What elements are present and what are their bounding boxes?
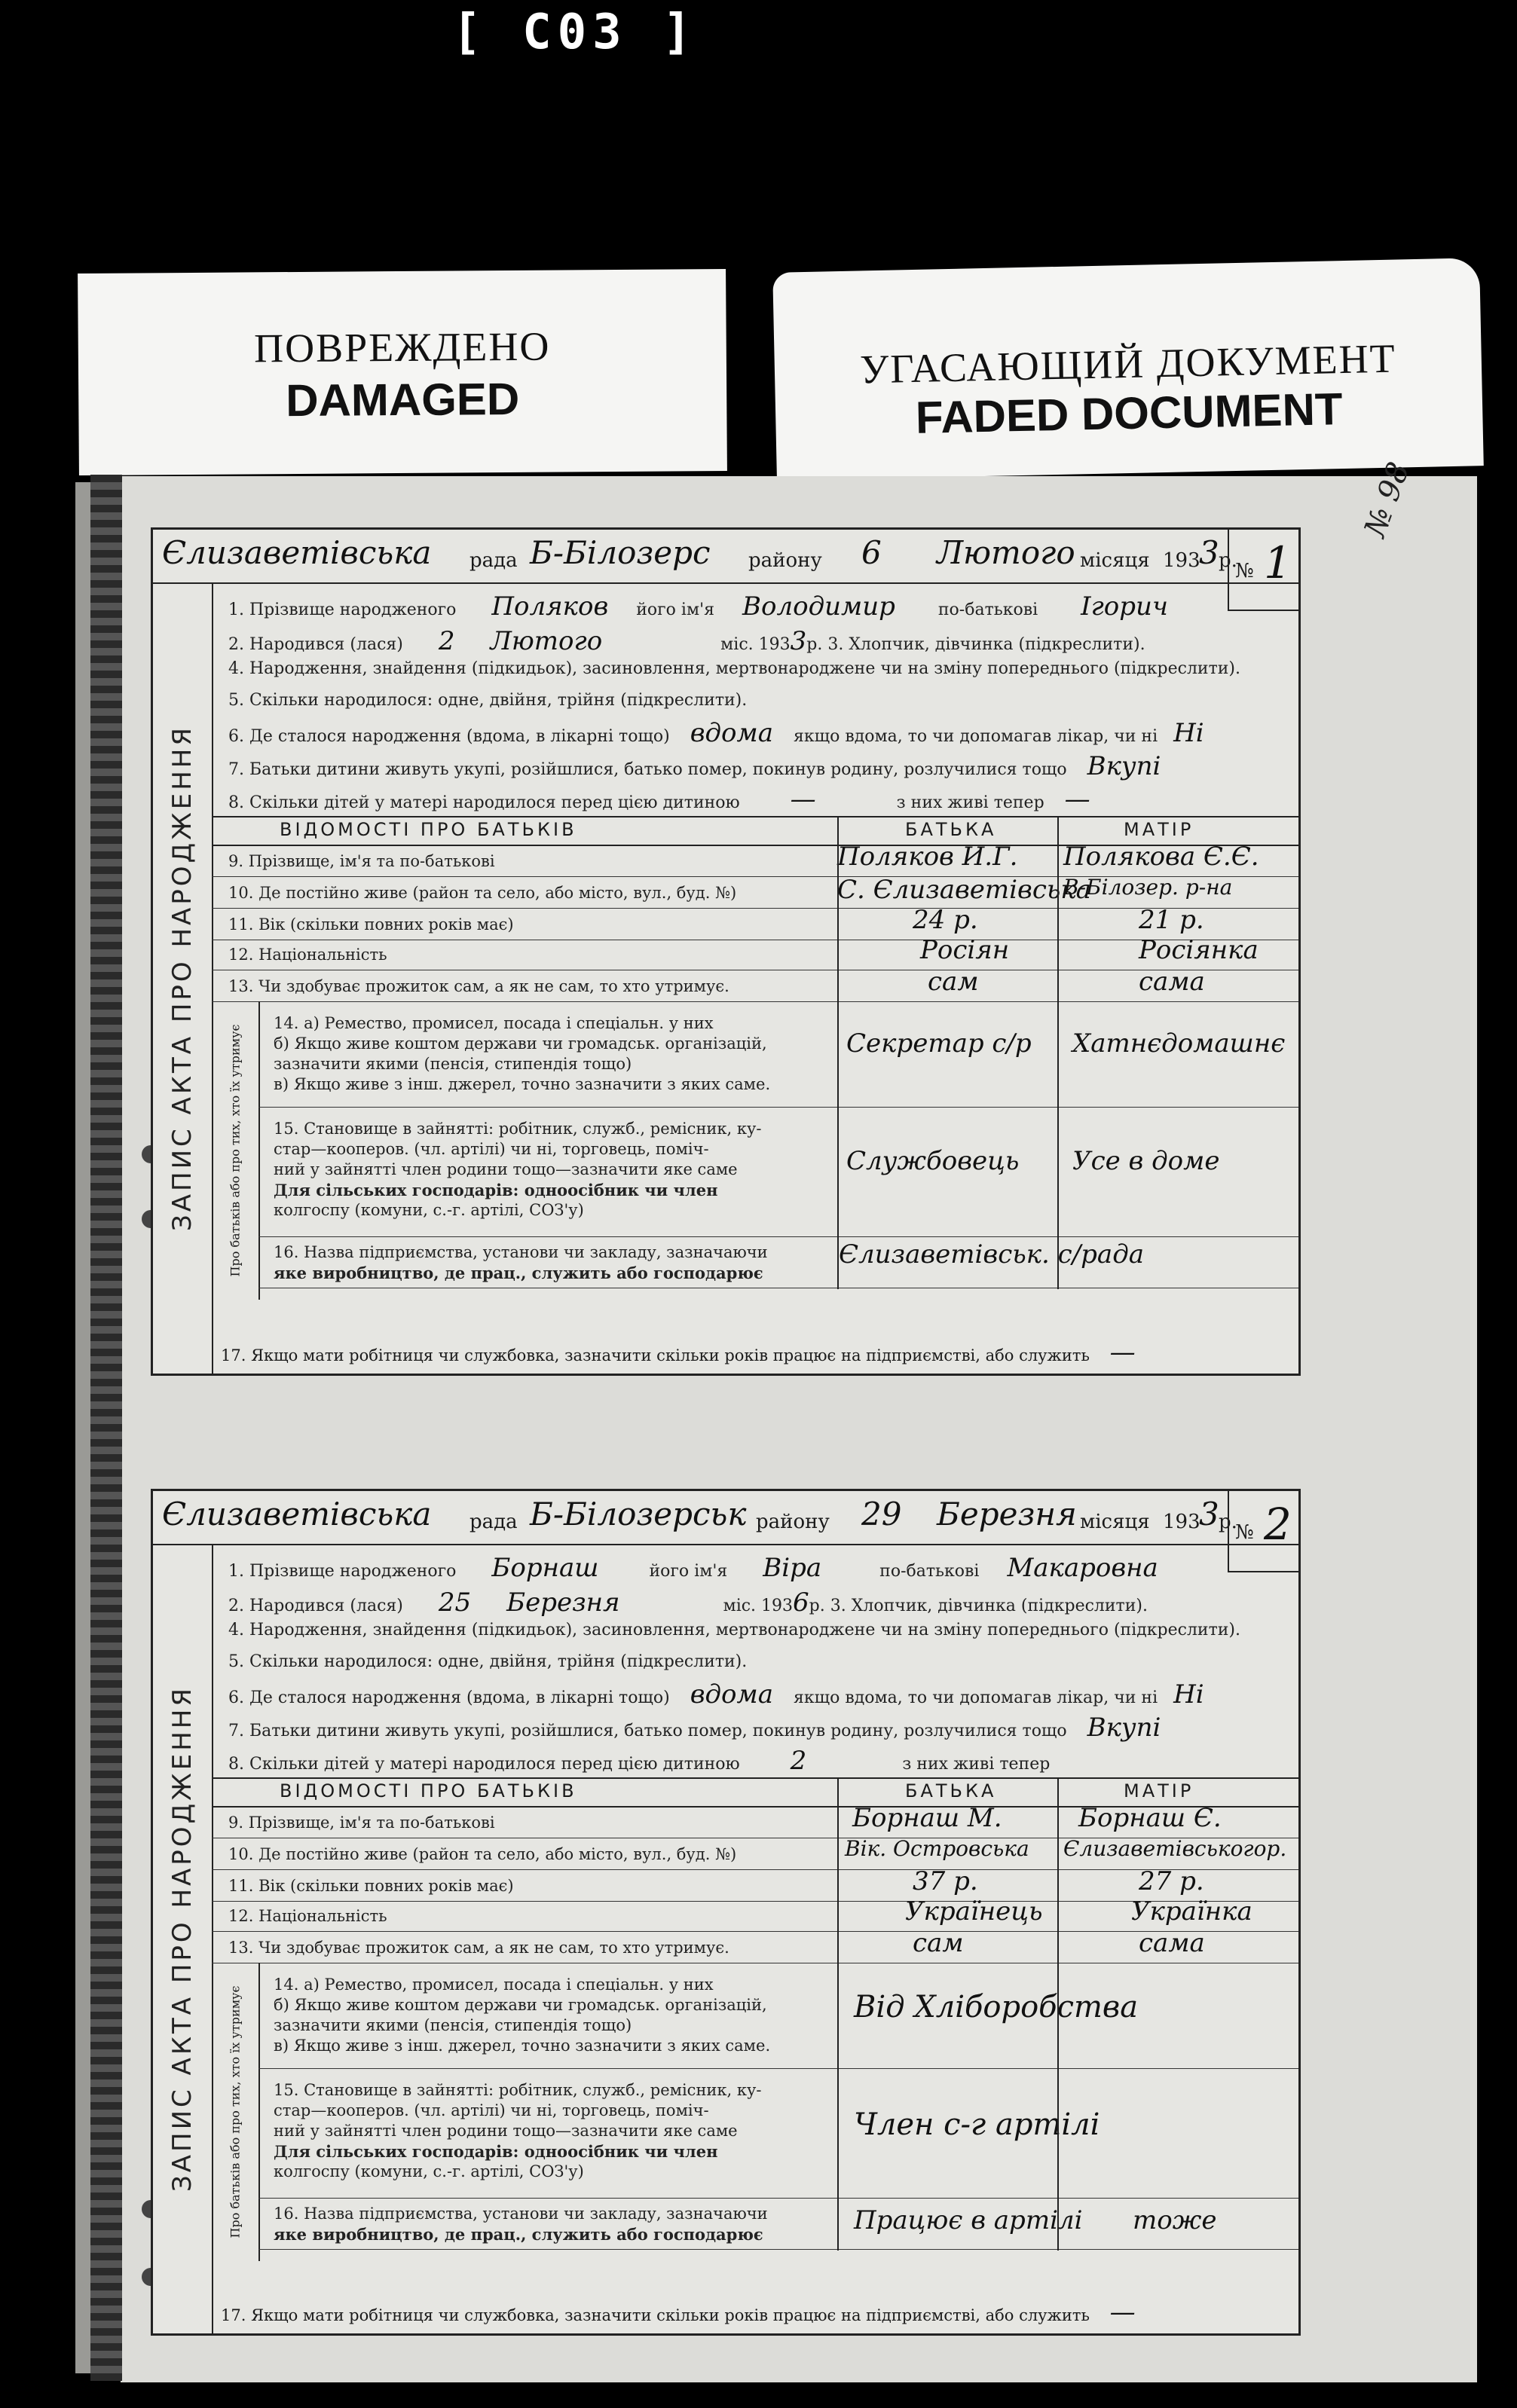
father-column-divider xyxy=(837,845,839,1289)
children-before: — xyxy=(790,784,816,814)
rada-value: Єлизаветівська xyxy=(162,534,432,571)
q16-label: 16. Назва підприємства, установи чи закладу, зазначаючи яке виробництво, де прац., служить або господарює xyxy=(274,1243,768,1282)
col-mother: МАТІР xyxy=(1124,819,1194,840)
record-number: 1 xyxy=(1264,537,1292,588)
rayon-label: району xyxy=(756,1511,830,1533)
side-title: ЗАПИС АКТА ПРО НАРОДЖЕННЯ xyxy=(167,725,197,1231)
q9-label: 9. Прізвище, ім'я та по-батькові xyxy=(228,852,495,870)
q1-patronymic-label: по-батькові xyxy=(937,600,1038,619)
birth-place: вдома xyxy=(690,718,773,748)
q15-label: 15. Становище в зайнятті: робітник, служб., ремісник, ку- стар—кооперов. (чл. артілі) чи ні, торговець, поміч- ний у зайнятті член родини тощо—зазначити яке саме Для сільських господарів: одноосібник чи член колгоспу (комуни, с.-г. артілі, СОЗ'у) xyxy=(274,2081,762,2180)
rayon-value: Б-Білозерс xyxy=(530,534,711,571)
q4-line: 4. Народження, знайдення (підкидьок), засиновлення, мертвонароджене чи на зміну попереднього (підкреслити). xyxy=(228,659,1240,678)
row-q9 xyxy=(212,1803,1298,1838)
row-q10 xyxy=(212,876,1298,909)
row-q11 xyxy=(212,905,1298,940)
q14-label: 14. а) Ремество, промисел, посада і спеціальн. у них б) Якщо живе коштом держави чи громадськ. організацій, зазначити якими (пенсія, стипендія тощо) в) Якщо живе з інш. джерел, точно зазначити з яких саме. xyxy=(274,1014,771,1093)
child-name: Володимир xyxy=(742,591,895,622)
q10-label: 10. Де постійно живе (район та село, або місто, вул., буд. №) xyxy=(228,1845,737,1863)
q17-line xyxy=(221,2297,1136,2327)
mother-address: В-Білозер. р-на xyxy=(1063,875,1233,900)
q17-value: — xyxy=(1109,1337,1136,1367)
row-q14 xyxy=(258,1001,1298,1108)
sub-side-strip xyxy=(212,1001,260,1300)
father-occupation: Секретар с/р xyxy=(846,1028,1032,1059)
q6-label: 6. Де сталося народження (вдома, в лікарні тощо) xyxy=(228,1688,670,1707)
children-alive: — xyxy=(1064,784,1090,814)
mother-support: сама xyxy=(1139,1928,1205,1958)
father-support: сам xyxy=(913,1928,964,1958)
father-status: Службовець xyxy=(846,1146,1020,1176)
father-occupation: Від Хліборобства xyxy=(854,1990,1139,2024)
born-month: Березня xyxy=(506,1588,620,1618)
q6-label: 6. Де сталося народження (вдома, в лікарні тощо) xyxy=(228,727,670,746)
damaged-label-en: DAMAGED xyxy=(286,373,520,426)
q6-line xyxy=(228,718,1291,748)
month-value: Березня xyxy=(937,1496,1077,1533)
month-label: місяця xyxy=(1080,549,1150,572)
father-column-divider xyxy=(837,1806,839,2251)
faded-label-ru: УГАСАЮЩИЙ ДОКУМЕНТ xyxy=(859,335,1397,393)
day-value: 6 xyxy=(861,534,882,571)
mother-name: Борнаш Є. xyxy=(1078,1803,1222,1833)
damaged-label-ru: ПОВРЕЖДЕНО xyxy=(253,323,551,371)
q8-alive-label: з них живі тепер xyxy=(896,793,1044,812)
q1-label: 1. Прізвище народженого xyxy=(228,600,457,619)
row-q13 xyxy=(212,967,1298,1002)
year-value: 3 xyxy=(1199,534,1219,571)
side-title-strip xyxy=(153,582,213,1374)
q4-line: 4. Народження, знайдення (підкидьок), засиновлення, мертвонароджене чи на зміну попереднього (підкреслити). xyxy=(228,1621,1240,1639)
child-patronymic: Ігорич xyxy=(1081,591,1169,622)
damaged-label-card xyxy=(78,269,727,475)
row-q14 xyxy=(258,1963,1298,2069)
mother-status: Усе в доме xyxy=(1072,1146,1220,1176)
sub-side-title: Про батьків або про тих, хто їх утримує xyxy=(228,1985,243,2238)
father-address: Вік. Островська xyxy=(845,1836,1029,1861)
mother-support: сама xyxy=(1139,967,1205,997)
record-header xyxy=(153,1491,1298,1550)
q9-label: 9. Прізвище, ім'я та по-батькові xyxy=(228,1814,495,1832)
binding-stitching xyxy=(90,475,122,2381)
father-nationality: Росіян xyxy=(920,935,1010,965)
q8-label: 8. Скільки дітей у матері народилося перед цією дитиною xyxy=(228,793,740,812)
mother-column-divider xyxy=(1057,845,1059,1289)
q5-line: 5. Скільки народилося: одне, двійня, трійня (підкреслити). xyxy=(228,691,748,710)
col-parents: ВІДОМОСТІ ПРО БАТЬКІВ xyxy=(280,1780,577,1801)
q6-doctor-label: якщо вдома, то чи допомагав лікар, чи ні xyxy=(794,1688,1158,1707)
q17-value: — xyxy=(1109,2297,1136,2327)
year-prefix: 193 xyxy=(1163,549,1200,572)
children-before: 2 xyxy=(790,1746,807,1776)
rayon-label: району xyxy=(748,549,822,572)
q14-label: 14. а) Ремество, промисел, посада і спеціальн. у них б) Якщо живе коштом держави чи громадськ. організацій, зазначити якими (пенсія, стипендія тощо) в) Якщо живе з інш. джерел, точно зазначити з яких саме. xyxy=(274,1976,771,2055)
row-q12 xyxy=(212,1896,1298,1932)
father-support: сам xyxy=(928,967,979,997)
rayon-value: Б-Білозерськ xyxy=(530,1496,747,1533)
side-title-strip xyxy=(153,1544,213,2333)
q11-label: 11. Вік (скільки повних років має) xyxy=(228,915,514,934)
q1-label: 1. Прізвище народженого xyxy=(228,1562,457,1581)
q6-doctor-label: якщо вдома, то чи допомагав лікар, чи ні xyxy=(794,727,1158,746)
mother-occupation: Хатнєдомашнє xyxy=(1072,1028,1286,1059)
q7-label: 7. Батьки дитини живуть укупі, розійшлися, батько помер, покинув родину, розлучилися тощо xyxy=(228,1722,1067,1740)
father-address: С. Єлизаветівська xyxy=(837,875,1091,905)
q2-line xyxy=(228,626,1291,656)
month-label: місяця xyxy=(1080,1511,1150,1533)
month-value: Лютого xyxy=(937,534,1075,571)
birth-place: вдома xyxy=(690,1679,773,1710)
child-patronymic: Макаровна xyxy=(1007,1553,1158,1583)
father-workplace: Працює в артілі xyxy=(854,2205,1083,2235)
mother-age: 21 р. xyxy=(1139,905,1204,935)
q2-label: 2. Народився (лася) xyxy=(228,635,403,654)
year-prefix: 193 xyxy=(1163,1511,1200,1533)
born-year: 3 xyxy=(790,626,807,656)
rada-value: Єлизаветівська xyxy=(162,1496,432,1533)
rada-label: рада xyxy=(469,549,518,572)
born-year: 6 xyxy=(793,1588,809,1618)
record-number: 2 xyxy=(1264,1499,1292,1550)
born-day: 25 xyxy=(438,1588,472,1618)
q2-year-label: міс. 193 xyxy=(723,1597,794,1615)
q13-label: 13. Чи здобуває прожиток сам, а як не сам, то хто утримує. xyxy=(228,1939,729,1957)
q7-line xyxy=(228,751,1291,781)
year-suffix: р. xyxy=(1219,549,1237,572)
mother-nationality: Українка xyxy=(1131,1896,1252,1927)
sub-side-title: Про батьків або про тих, хто їх утримує xyxy=(228,1024,243,1277)
birth-record-2 xyxy=(151,1489,1301,2336)
faded-label-en: FADED DOCUMENT xyxy=(915,384,1344,443)
row-q9 xyxy=(212,842,1298,877)
q17-label: 17. Якщо мати робітниця чи службовка, зазначити скільки років працює на підприємстві, або служить xyxy=(221,1346,1090,1364)
row-q15 xyxy=(258,2068,1298,2199)
mother-address: Єлизаветівськогор. xyxy=(1063,1836,1287,1861)
father-workplace: Єлизаветівськ. с/рада xyxy=(839,1239,1145,1270)
q1-name-label: його ім'я xyxy=(636,600,714,619)
q6-line xyxy=(228,1679,1291,1710)
row-q15 xyxy=(258,1107,1298,1237)
q1-name-label: його ім'я xyxy=(649,1562,728,1581)
q15-label: 15. Становище в зайнятті: робітник, служб., ремісник, ку- стар—кооперов. (чл. артілі) чи ні, торговець, поміч- ний у зайнятті член родини тощо—зазначити яке саме Для сільських господарів: одноосібник чи член колгоспу (комуни, с.-г. артілі, СОЗ'у) xyxy=(274,1120,762,1219)
together-value: Вкупі xyxy=(1087,751,1161,781)
year-value: 3 xyxy=(1199,1496,1219,1533)
rada-label: рада xyxy=(469,1511,518,1533)
q8-label: 8. Скільки дітей у матері народилося перед цією дитиною xyxy=(228,1755,740,1774)
q12-label: 12. Національність xyxy=(228,946,387,964)
number-label: № xyxy=(1235,1521,1254,1544)
q2-label: 2. Народився (лася) xyxy=(228,1597,403,1615)
q12-label: 12. Національність xyxy=(228,1907,387,1925)
together-value: Вкупі xyxy=(1087,1713,1161,1743)
margin-handwritten-note: № 98 xyxy=(1357,457,1417,542)
doctor-value: Ні xyxy=(1173,718,1204,748)
born-day: 2 xyxy=(438,626,455,656)
father-status: Член с-г артілі xyxy=(854,2107,1100,2142)
col-father: БАТЬКА xyxy=(905,819,997,840)
q3-label: р. 3. Хлопчик, дівчинка (підкреслити). xyxy=(806,635,1145,654)
number-label: № xyxy=(1235,560,1254,582)
q8-line xyxy=(228,1746,1291,1776)
doctor-value: Ні xyxy=(1173,1679,1204,1710)
q1-line xyxy=(228,591,1291,622)
q13-label: 13. Чи здобуває прожиток сам, а як не сам, то хто утримує. xyxy=(228,977,729,995)
day-value: 29 xyxy=(861,1496,902,1533)
record-header xyxy=(153,530,1298,588)
col-father: БАТЬКА xyxy=(905,1780,997,1801)
row-q13 xyxy=(212,1928,1298,1963)
q8-line xyxy=(228,784,1291,814)
mother-name: Полякова Є.Є. xyxy=(1063,842,1259,872)
q2-line xyxy=(228,1588,1291,1618)
faded-label-card xyxy=(772,258,1484,481)
mother-column-divider xyxy=(1057,1806,1059,2251)
q1-patronymic-label: по-батькові xyxy=(879,1562,980,1581)
year-suffix: р. xyxy=(1219,1511,1237,1533)
q7-line xyxy=(228,1713,1291,1743)
q3-label: р. 3. Хлопчик, дівчинка (підкреслити). xyxy=(809,1597,1148,1615)
father-age: 24 р. xyxy=(913,905,978,935)
col-mother: МАТІР xyxy=(1124,1780,1194,1801)
q17-line xyxy=(221,1337,1136,1367)
q2-year-label: міс. 193 xyxy=(720,635,791,654)
father-name: Поляков И.Г. xyxy=(837,842,1018,872)
child-name: Віра xyxy=(763,1553,822,1583)
mother-age: 27 р. xyxy=(1139,1866,1204,1896)
q1-line xyxy=(228,1553,1291,1583)
row-q16 xyxy=(258,2198,1298,2250)
father-name: Борнаш М. xyxy=(852,1803,1002,1833)
father-nationality: Українець xyxy=(905,1896,1043,1927)
row-q10 xyxy=(212,1838,1298,1870)
birth-record-1 xyxy=(151,527,1301,1376)
q17-label: 17. Якщо мати робітниця чи службовка, зазначити скільки років працює на підприємстві, або служить xyxy=(221,2306,1090,2324)
frame-marker: [ C03 ] xyxy=(452,5,698,60)
q8-alive-label: з них живі тепер xyxy=(902,1755,1051,1774)
row-q12 xyxy=(212,935,1298,970)
side-title: ЗАПИС АКТА ПРО НАРОДЖЕННЯ xyxy=(167,1685,197,2192)
col-parents: ВІДОМОСТІ ПРО БАТЬКІВ xyxy=(280,819,577,840)
mother-nationality: Росіянка xyxy=(1139,935,1259,965)
born-month: Лютого xyxy=(490,626,603,656)
q5-line: 5. Скільки народилося: одне, двійня, трійня (підкреслити). xyxy=(228,1652,748,1671)
mother-workplace: тоже xyxy=(1133,2205,1217,2235)
q7-label: 7. Батьки дитини живуть укупі, розійшлися, батько помер, покинув родину, розлучилися тощо xyxy=(228,760,1067,779)
q11-label: 11. Вік (скільки повних років має) xyxy=(228,1877,514,1895)
row-q16 xyxy=(258,1236,1298,1288)
child-surname: Поляков xyxy=(491,591,609,622)
sub-side-strip xyxy=(212,1963,260,2261)
q16-label: 16. Назва підприємства, установи чи закладу, зазначаючи яке виробництво, де прац., служить або господарює xyxy=(274,2205,768,2244)
father-age: 37 р. xyxy=(913,1866,978,1896)
q10-label: 10. Де постійно живе (район та село, або місто, вул., буд. №) xyxy=(228,884,737,902)
child-surname: Борнаш xyxy=(491,1553,599,1583)
